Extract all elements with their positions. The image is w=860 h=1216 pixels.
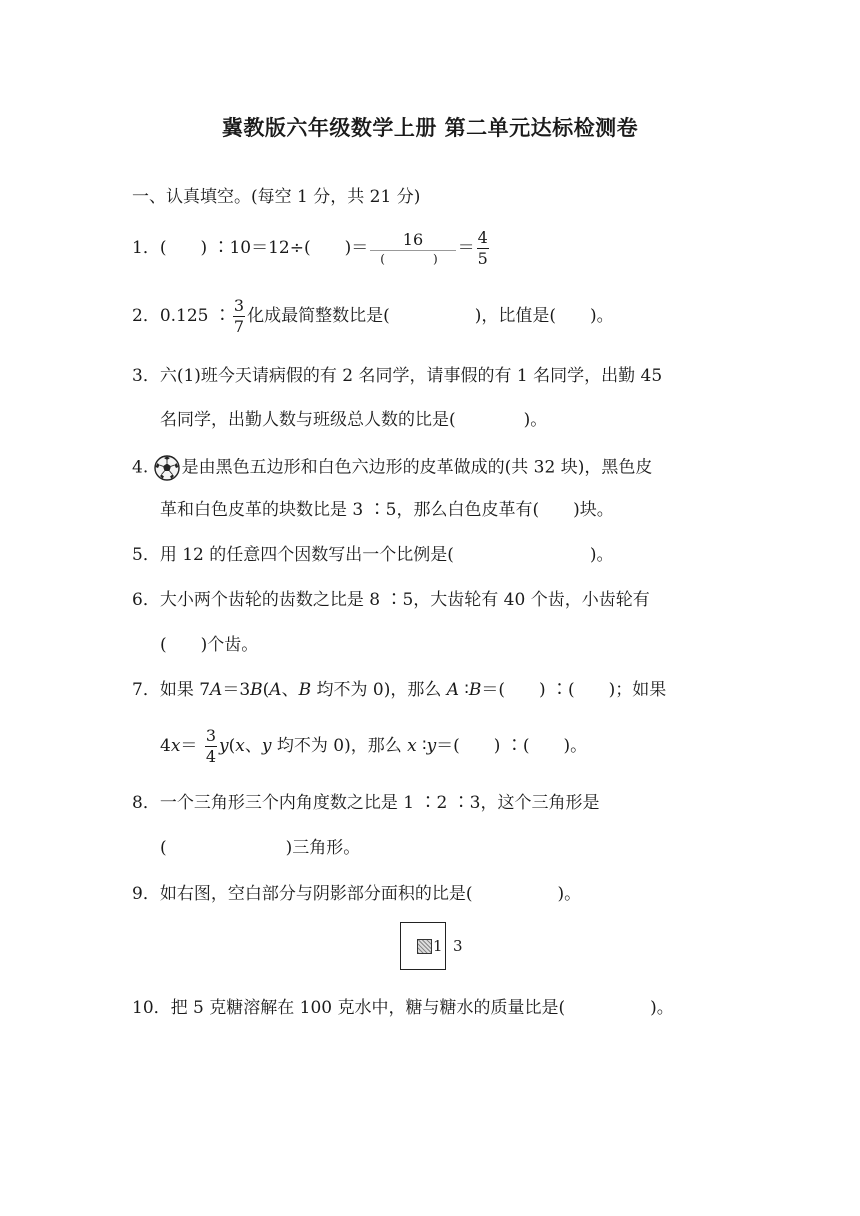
question-8-line-1: 8．一个三角形三个内角度数之比是 1 ∶2 ∶3，这个三角形是 (132, 793, 600, 813)
question-5: 5．用 12 的任意四个因数写出一个比例是( )。 (132, 545, 614, 565)
q2-frac-numerator: 3 (233, 296, 245, 315)
q1-fraction-2 (477, 230, 489, 267)
q1-prefix: 1．( ) ∶10＝12÷( )＝ (132, 238, 369, 258)
q1-frac1-denominator: ( ) (380, 252, 446, 266)
question-6-line-1: 6．大小两个齿轮的齿数之比是 8 ∶5，大齿轮有 40 个齿，小齿轮有 (132, 590, 650, 610)
q4-prefix: 4. (132, 457, 149, 478)
question-8-line-2: ( )三角形。 (160, 838, 361, 858)
q1-equals: ＝ (457, 238, 475, 258)
question-7-line-2: 4x＝ $\frac{3}{4}$ y(x、y 均不为 0)，那么 x ∶y＝( ) ∶( )。 (160, 726, 588, 766)
figure-label-inner: 1 (433, 937, 443, 955)
q7-fraction: $\frac{3}{4}$ (205, 726, 217, 766)
q2-prefix: 2．0.125 ∶ (132, 306, 231, 326)
q4-line-1-text: 是由黑色五边形和白色六边形的皮革做成的(共 32 块)，黑色皮 (181, 457, 653, 478)
section-heading: 一、认真填空。(每空 1 分，共 21 分) (132, 187, 421, 207)
question-9: 9．如右图，空白部分与阴影部分面积的比是( )。 (132, 884, 582, 904)
q2-fraction (233, 298, 245, 335)
page-title: 冀教版六年级数学上册 第二单元达标检测卷 (221, 116, 639, 140)
question-7-line-1: 7．如果 7A＝3B(A、B 均不为 0)，那么 A ∶B＝( ) ∶( )；如果 (132, 680, 667, 700)
question-6-line-2: ( )个齿。 (160, 635, 259, 655)
question-3-line-2: 名同学，出勤人数与班级总人数的比是( )。 (160, 410, 548, 430)
q2-suffix: 化成最简整数比是( )，比值是( )。 (247, 306, 614, 326)
soccer-ball-icon (154, 455, 180, 481)
q1-frac2-denominator: 5 (477, 249, 488, 268)
figure-label-outer: 3 (453, 937, 463, 955)
shaded-region (417, 939, 432, 954)
q1-frac2-numerator: 4 (477, 228, 488, 247)
question-4-line-1 (132, 455, 652, 481)
shaded-square-figure (400, 922, 463, 970)
q1-fraction-1 (370, 232, 455, 265)
q2-frac-denominator: 7 (233, 317, 245, 336)
question-4-line-2: 革和白色皮革的块数比是 3 ∶5，那么白色皮革有( )块。 (160, 500, 614, 520)
question-10: 10．把 5 克糖溶解在 100 克水中，糖与糖水的质量比是( )。 (132, 998, 674, 1018)
question-2 (132, 298, 614, 335)
q1-frac1-numerator: 16 (402, 230, 424, 249)
question-1 (132, 230, 491, 267)
question-3-line-1: 3．六(1)班今天请病假的有 2 名同学，请事假的有 1 名同学，出勤 45 (132, 366, 663, 386)
